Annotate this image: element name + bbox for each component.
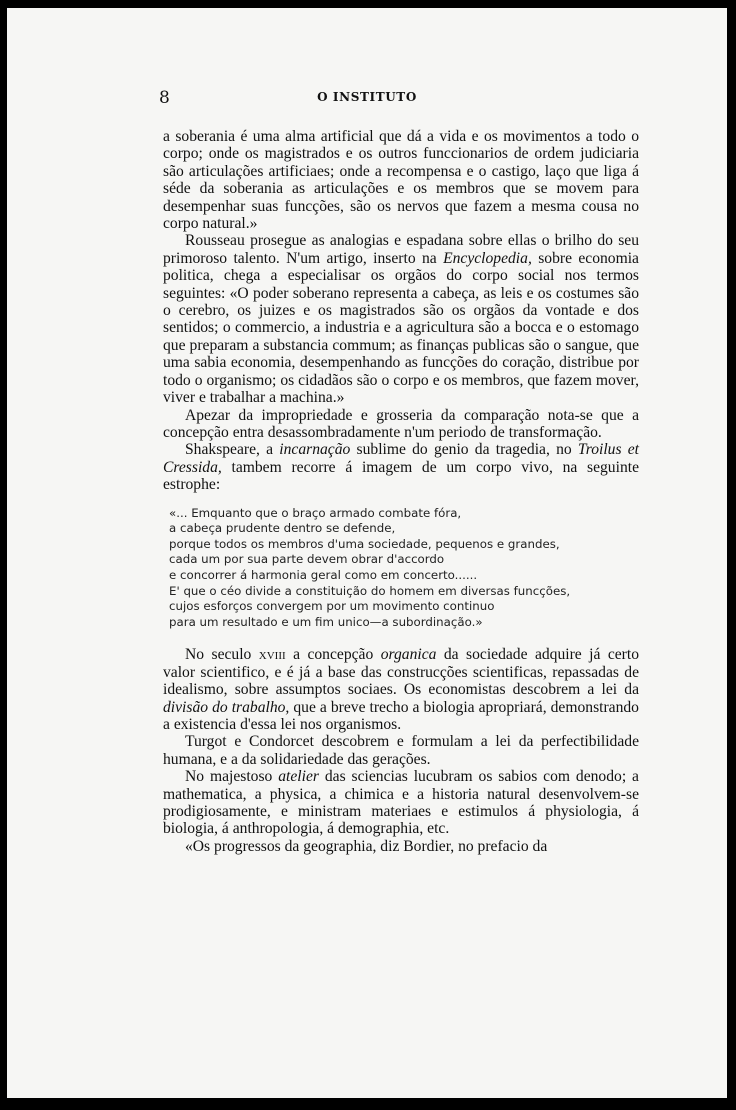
page-header bbox=[7, 88, 727, 108]
body-text bbox=[163, 128, 639, 855]
century-numeral: xviii bbox=[258, 646, 286, 664]
text-run: Rousseau prosegue as analogias e espadana sobre ellas o brilho do seu primoroso talento. N'um artigo, inserto na bbox=[163, 232, 639, 267]
text-run: que a breve trecho a biologia apropriará, demonstrando a existencia d'essa lei nos organismos. bbox=[163, 698, 639, 733]
text-run: sobre economia politica, chega a especialisar os orgãos do corpo social nos termos seguintes: «O poder soberano representa a cabeça, as leis e os costumes são o cerebro, os juizes e os magistrados são os orgãos da vontade e dos sentidos; o commercio, a industria e a agricultura são a bocca e o estomago que preparam a substancia commum; as finanças publicas são o sangue, que uma sabia economia, desempenhando as funcções do coração, distribue por todo o organismo; os cidadãos são o corpo e os membros, que fazem mover, viver e trabalhar a machina.» bbox=[163, 249, 639, 407]
verse-line: porque todos os membros d'uma sociedade, pequenos e grandes, bbox=[169, 536, 560, 551]
page-number: 8 bbox=[159, 88, 170, 108]
paragraph: Apezar da impropriedade e grosseria da comparação nota-se que a concepção entra desassombradamente n'um periodo de transformação. bbox=[163, 406, 639, 441]
text-run: No seculo bbox=[185, 646, 259, 664]
text-run: das sciencias lucubram os sabios com denodo; a mathematica, a physica, a chimica e a historia natural desenvolvem-se prodigiosamente, e ministram materiaes e estimulos á physiologia, á biologia, á anthropologia, á demographia, etc. bbox=[163, 768, 639, 838]
text-run: tambem recorre á imagem de um corpo vivo, na seguinte estrophe: bbox=[163, 458, 639, 494]
italic-text: incarnação bbox=[279, 441, 351, 459]
italic-text: organica bbox=[380, 646, 437, 664]
italic-text: atelier bbox=[278, 768, 319, 786]
verse-line: cujos esforços convergem por um movimento continuo bbox=[169, 599, 495, 614]
italic-text: Encyclopedia, bbox=[443, 249, 532, 267]
paragraph bbox=[163, 441, 639, 493]
text-run: sublime do genio da tragedia, no bbox=[350, 441, 578, 459]
verse-line: «... Emquanto que o braço armado combate fóra, bbox=[169, 505, 462, 520]
italic-text: divisão do trabalho, bbox=[163, 698, 290, 716]
verse-quote bbox=[163, 506, 639, 631]
text-run: Shakspeare, a bbox=[185, 441, 280, 459]
verse-line: para um resultado e um fim unico—a subordinação.» bbox=[169, 614, 483, 629]
paragraph: a soberania é uma alma artificial que dá a vida e os movimentos a todo o corpo; onde os magistrados e os outros funccionarios de ordem judiciaria são articulações artificiaes; onde a recompensa e o castigo, laço que liga á séde da soberania as articulações e os membros que se movem para desempenhar suas funcções, são os nervos que fazem a mesma cousa no corpo natural.» bbox=[163, 128, 639, 233]
text-run: da sociedade adquire já certo valor scientifico, e é já a base das construcções scientificas, repassadas de idealismo, sobre assumptos sociaes. Os economistas descobrem a lei da bbox=[163, 646, 639, 699]
paragraph: Turgot e Condorcet descobrem e formulam a lei da perfectibilidade humana, e a da solidariedade das gerações. bbox=[163, 733, 639, 768]
verse-line: E' que o céo divide a constituição do homem em diversas funcções, bbox=[169, 583, 571, 598]
paragraph bbox=[163, 232, 639, 406]
running-title: O INSTITUTO bbox=[317, 90, 417, 104]
text-run: a concepção bbox=[285, 646, 381, 664]
paragraph bbox=[163, 768, 639, 838]
verse-line: e concorrer á harmonia geral como em concerto...... bbox=[169, 567, 478, 582]
paragraph bbox=[163, 646, 639, 733]
verse-line: cada um por sua parte devem obrar d'accordo bbox=[169, 552, 445, 567]
text-run: No majestoso bbox=[185, 768, 279, 786]
paragraph: «Os progressos da geographia, diz Bordier, no prefacio da bbox=[185, 837, 548, 855]
document-page bbox=[7, 8, 727, 1098]
italic-text: Troilus et Cressida, bbox=[163, 441, 639, 476]
verse-line: a cabeça prudente dentro se defende, bbox=[169, 521, 396, 536]
